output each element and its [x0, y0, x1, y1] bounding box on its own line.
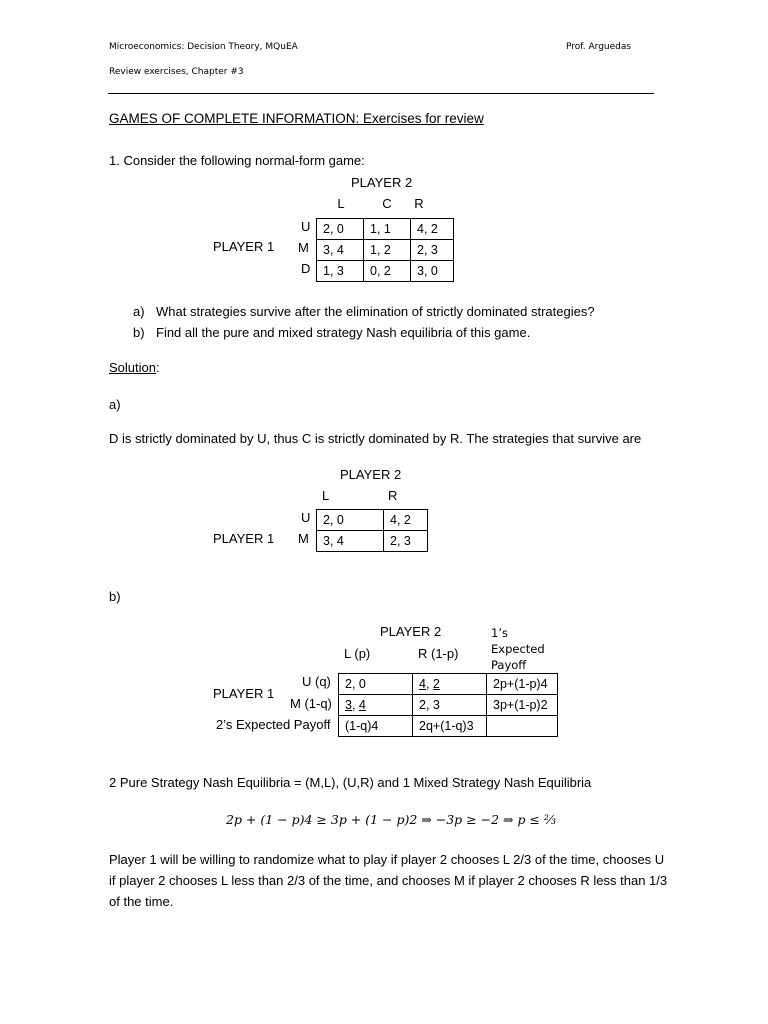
payoff-cell: 2q+(1-q)3 — [413, 716, 487, 737]
payoff-cell: 2p+(1-p)4 — [487, 674, 558, 695]
professor-header: Prof. Arguedas — [566, 42, 632, 52]
payoff-cell: 0, 2 — [364, 261, 411, 282]
reduced-col-label: L — [322, 488, 330, 503]
equilibria-summary: 2 Pure Strategy Nash Equilibria = (M,L), (U,R) and 1 Mixed Strategy Nash Equilibria — [109, 775, 592, 790]
expected-header-line: 1’s — [491, 626, 508, 640]
best-response-mark: 3 — [345, 698, 352, 712]
payoff-cell: 1, 3 — [317, 261, 364, 282]
q1-intro: 1. Consider the following normal-form game: — [109, 153, 365, 168]
q1-col-label: L — [337, 196, 345, 211]
course-header: Microeconomics: Decision Theory, MQuEA — [109, 42, 298, 52]
q1-col-label: R — [414, 196, 424, 211]
player2-expected-payoff-label: 2’s Expected Payoff — [216, 717, 331, 732]
q1a-text: What strategies survive after the elimination of strictly dominated strategies? — [156, 304, 595, 319]
payoff-cell: 1, 1 — [364, 219, 411, 240]
cell-separator: , — [425, 677, 433, 691]
q1-row-label: D — [301, 261, 311, 276]
q1-payoff-matrix — [316, 218, 454, 282]
best-response-mark: 2 — [432, 677, 440, 691]
payoff-cell: 3, 4 — [317, 240, 364, 261]
solution-colon: : — [155, 360, 160, 375]
solution-a-text: D is strictly dominated by U, thus C is strictly dominated by R. The strategies that survive are — [109, 431, 642, 446]
payoff-cell — [487, 716, 558, 737]
equation: 2p + (1 − p)4 ≥ 3p + (1 − p)2 ⇒ −3p ≥ −2 ⇒ p ≤ ²⁄₃ — [226, 812, 556, 827]
payoff-cell — [413, 674, 487, 695]
solution-b-label: b) — [109, 589, 121, 604]
q1a-marker: a) — [133, 304, 145, 319]
payoff-cell: (1-q)4 — [339, 716, 413, 737]
payoff-cell: 2, 3 — [384, 531, 428, 552]
mixed-payoff-matrix — [338, 673, 558, 737]
best-response-mark: 4 — [419, 677, 426, 691]
q1b-text: Find all the pure and mixed strategy Nash equilibria of this game. — [156, 325, 531, 340]
payoff-cell: 3p+(1-p)2 — [487, 695, 558, 716]
reduced-row-label: M — [298, 531, 309, 546]
solution-a-label: a) — [109, 397, 121, 412]
q1-row-label: U — [301, 219, 311, 234]
payoff-cell: 4, 2 — [411, 219, 454, 240]
reduced-row-label: U — [301, 510, 311, 525]
payoff-cell: 2, 3 — [413, 695, 487, 716]
mixed-col-label: R (1-p) — [418, 646, 459, 661]
q1-col-label: C — [382, 196, 392, 211]
payoff-cell: 3, 4 — [317, 531, 384, 552]
reduced-player2-label: PLAYER 2 — [340, 467, 402, 482]
chapter-header: Review exercises, Chapter #3 — [109, 67, 244, 77]
expected-payoff-header — [491, 625, 545, 673]
q1-player1-label: PLAYER 1 — [213, 239, 275, 254]
header-rule — [108, 93, 654, 94]
cell-separator: , — [351, 698, 359, 712]
mixed-row-label: U (q) — [302, 674, 331, 689]
mixed-player2-label: PLAYER 2 — [380, 624, 442, 639]
q1-player2-label: PLAYER 2 — [351, 175, 413, 190]
reduced-player1-label: PLAYER 1 — [213, 531, 275, 546]
mixed-row-label: M (1-q) — [290, 696, 332, 711]
mixed-col-label: L (p) — [344, 646, 371, 661]
payoff-cell — [339, 695, 413, 716]
payoff-cell: 3, 0 — [411, 261, 454, 282]
q1b-marker: b) — [133, 325, 145, 340]
payoff-cell: 2, 0 — [317, 219, 364, 240]
mixed-player1-label: PLAYER 1 — [213, 686, 275, 701]
solution-label: Solution — [109, 360, 156, 375]
payoff-cell: 2, 3 — [411, 240, 454, 261]
payoff-cell: 2, 0 — [339, 674, 413, 695]
solution-heading — [109, 360, 160, 375]
payoff-cell: 2, 0 — [317, 510, 384, 531]
q1-row-label: M — [298, 240, 309, 255]
reduced-payoff-matrix — [316, 509, 428, 552]
expected-header-line: Payoff — [491, 658, 527, 672]
page-title: GAMES OF COMPLETE INFORMATION: Exercises for review — [109, 111, 484, 126]
conclusion-paragraph: Player 1 will be willing to randomize what to play if player 2 chooses L 2/3 of the time, chooses U if player 2 chooses L less than 2/3 of the time, and chooses M if player 2 chooses R less than 1/3 of the time. — [109, 852, 668, 909]
expected-header-line: Expected — [491, 642, 545, 656]
reduced-col-label: R — [388, 488, 398, 503]
payoff-cell: 1, 2 — [364, 240, 411, 261]
best-response-mark: 4 — [358, 698, 366, 712]
payoff-cell: 4, 2 — [384, 510, 428, 531]
